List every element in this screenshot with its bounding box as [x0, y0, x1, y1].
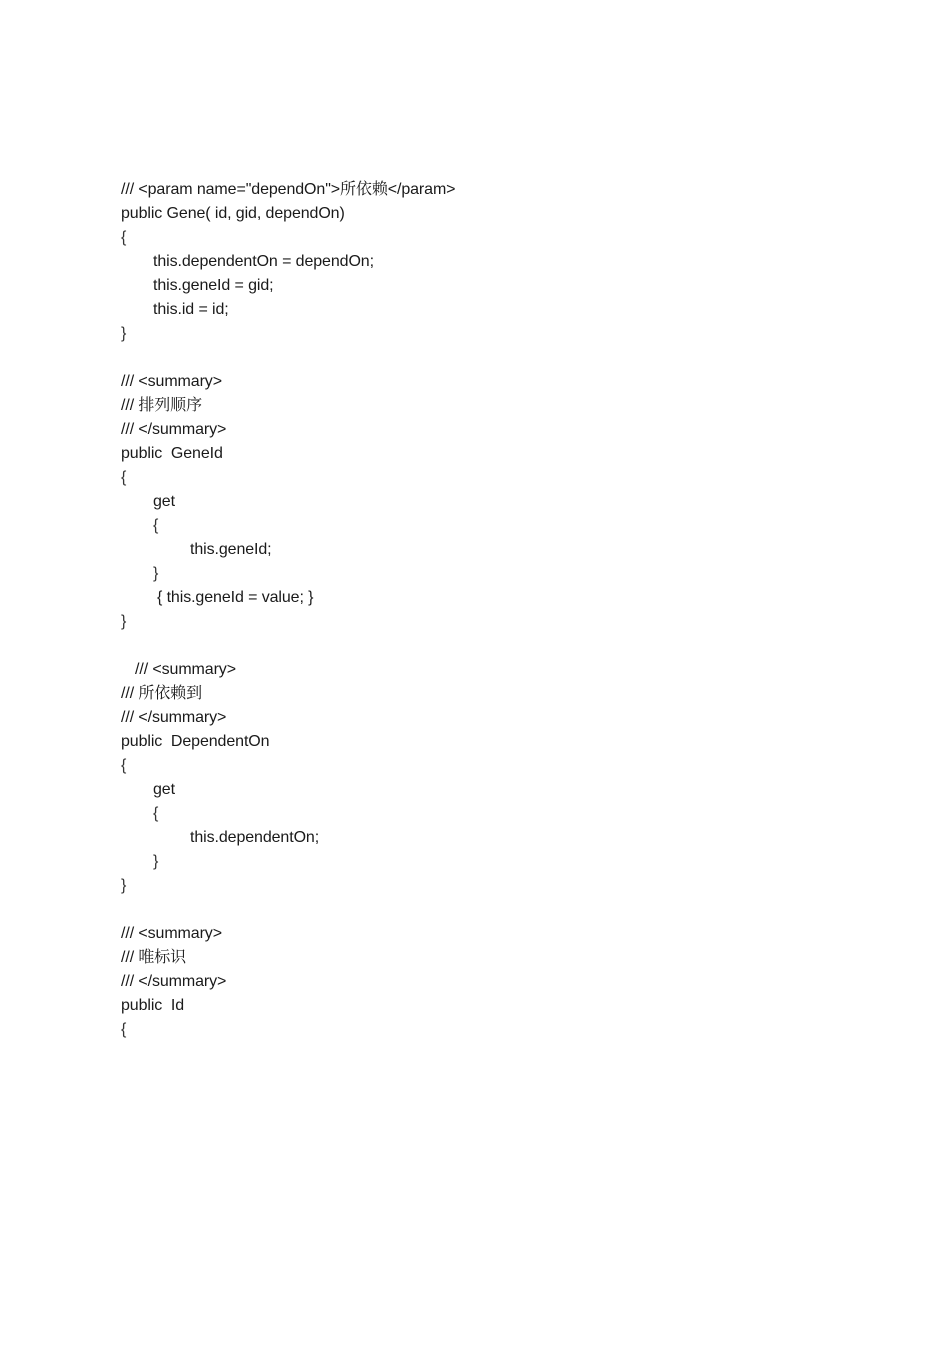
code-line-open-brace: {	[121, 469, 127, 486]
code-line-property-id: public Id	[121, 997, 185, 1014]
code-line-constructor-signature: public Gene( id, gid, dependOn)	[121, 205, 345, 222]
code-line-blank	[121, 634, 821, 658]
code-line-close-brace: }	[121, 613, 127, 630]
code-line-open-brace: {	[121, 1021, 127, 1038]
code-line-open-brace: {	[121, 757, 127, 774]
code-line-get: get	[153, 493, 175, 510]
code-block	[121, 178, 821, 1042]
code-line-summary-close: /// </summary>	[121, 973, 227, 990]
code-line-open-brace: {	[121, 229, 127, 246]
code-line-get: get	[153, 781, 175, 798]
code-line-blank	[121, 346, 821, 370]
code-line-summary-open: /// <summary>	[135, 661, 236, 678]
code-line-assign-dependent: this.dependentOn = dependOn;	[153, 253, 374, 270]
code-line-assign-geneid: this.geneId = gid;	[153, 277, 274, 294]
code-line-return-dependenton: this.dependentOn;	[190, 829, 320, 846]
code-line-summary-text: /// 唯标识	[121, 949, 187, 966]
code-line-set-geneid: { this.geneId = value; }	[157, 589, 314, 606]
code-line-property-geneid: public GeneId	[121, 445, 223, 462]
code-line-return-geneid: this.geneId;	[190, 541, 272, 558]
code-line-summary-open: /// <summary>	[121, 373, 222, 390]
code-line-param-comment: /// <param name="dependOn">所依赖</param>	[121, 181, 456, 198]
code-line-summary-open: /// <summary>	[121, 925, 222, 942]
code-line-summary-close: /// </summary>	[121, 709, 227, 726]
code-line-close-brace: }	[121, 877, 127, 894]
code-line-property-dependenton: public DependentOn	[121, 733, 270, 750]
code-line-summary-text: /// 所依赖到	[121, 685, 202, 702]
code-line-summary-close: /// </summary>	[121, 421, 227, 438]
code-line-open-brace: {	[153, 517, 159, 534]
code-line-open-brace: {	[153, 805, 159, 822]
code-line-blank	[121, 898, 821, 922]
code-line-close-brace: }	[153, 565, 159, 582]
code-line-close-brace: }	[121, 325, 127, 342]
code-line-close-brace: }	[153, 853, 159, 870]
code-line-assign-id: this.id = id;	[153, 301, 229, 318]
code-line-summary-text: /// 排列顺序	[121, 397, 202, 414]
